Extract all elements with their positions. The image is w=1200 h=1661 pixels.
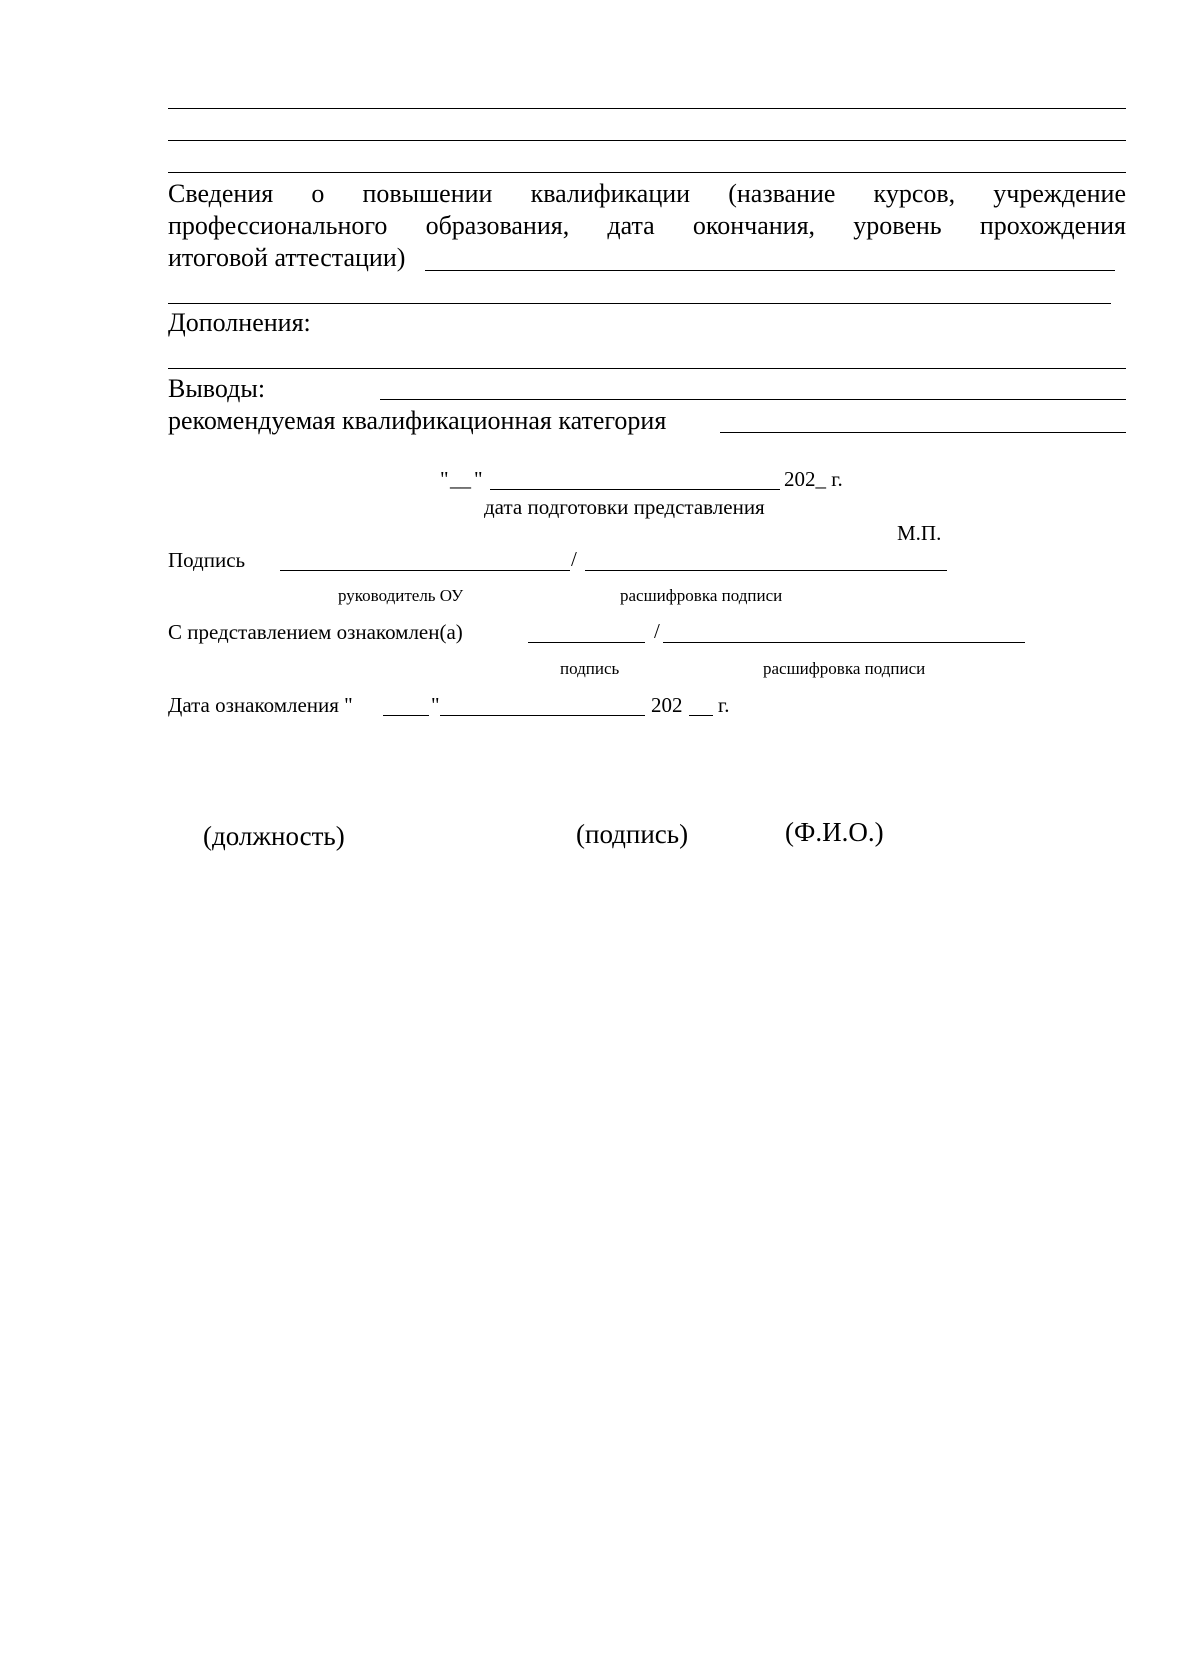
qualification-line-2 <box>168 210 1126 242</box>
signature-caption: подпись <box>560 659 620 678</box>
acquaint-month-line[interactable] <box>440 715 645 716</box>
recommended-category-label: рекомендуемая квалификационная категория <box>168 406 667 435</box>
qualification-fill-line[interactable] <box>425 270 1115 271</box>
stamp-label: М.П. <box>897 521 942 545</box>
decode-caption-2: расшифровка подписи <box>763 659 926 678</box>
acquaint-year-suffix: г. <box>718 693 730 717</box>
additions-label: Дополнения: <box>168 308 311 337</box>
acquaint-date-mid: " <box>431 693 440 717</box>
conclusions-label: Выводы: <box>168 374 266 403</box>
acquainted-decode-line[interactable] <box>663 642 1025 643</box>
signature-decode-line[interactable] <box>585 570 947 571</box>
acquaint-year: 202 <box>651 693 683 717</box>
acquainted-label: С представлением ознакомлен(а) <box>168 620 463 644</box>
qualification-line-3 <box>168 242 405 274</box>
signature-line[interactable] <box>280 570 570 571</box>
position-label: (должность) <box>203 821 345 851</box>
qualification-text-1: Сведения о повышении квалификации (название курсов, учреждение <box>168 179 1126 208</box>
recommended-category-line[interactable] <box>720 432 1126 433</box>
date-month-line[interactable] <box>490 489 780 490</box>
blank-line-2[interactable] <box>168 140 1126 141</box>
acquainted-signature-line[interactable] <box>528 642 645 643</box>
date-day-blank[interactable]: __ <box>450 467 471 491</box>
date-caption: дата подготовки представления <box>484 495 765 519</box>
date-year: 202_ г. <box>784 467 843 491</box>
full-name-label: (Ф.И.О.) <box>785 817 884 847</box>
signature-label: Подпись <box>168 548 246 572</box>
acquainted-slash: / <box>654 619 660 643</box>
acquaint-date-label: Дата ознакомления " <box>168 693 353 717</box>
conclusions-line[interactable] <box>380 399 1126 400</box>
date-quote-open: " <box>440 467 449 491</box>
additions-line[interactable] <box>168 368 1126 369</box>
signature-block-label: (подпись) <box>576 819 689 849</box>
qualification-extra-line[interactable] <box>168 303 1111 304</box>
acquaint-day-line[interactable] <box>383 715 429 716</box>
qualification-text-3: итоговой аттестации) <box>168 243 406 272</box>
blank-line-1[interactable] <box>168 108 1126 109</box>
date-quote-close: " <box>474 467 483 491</box>
acquaint-year-line[interactable] <box>689 715 713 716</box>
head-caption: руководитель ОУ <box>338 586 464 605</box>
qualification-text-2: профессионального образования, дата окончания, уровень прохождения <box>168 211 1126 240</box>
qualification-line-1 <box>168 178 1126 210</box>
decode-caption-1: расшифровка подписи <box>620 586 783 605</box>
signature-slash: / <box>571 547 577 571</box>
blank-line-3[interactable] <box>168 172 1126 173</box>
